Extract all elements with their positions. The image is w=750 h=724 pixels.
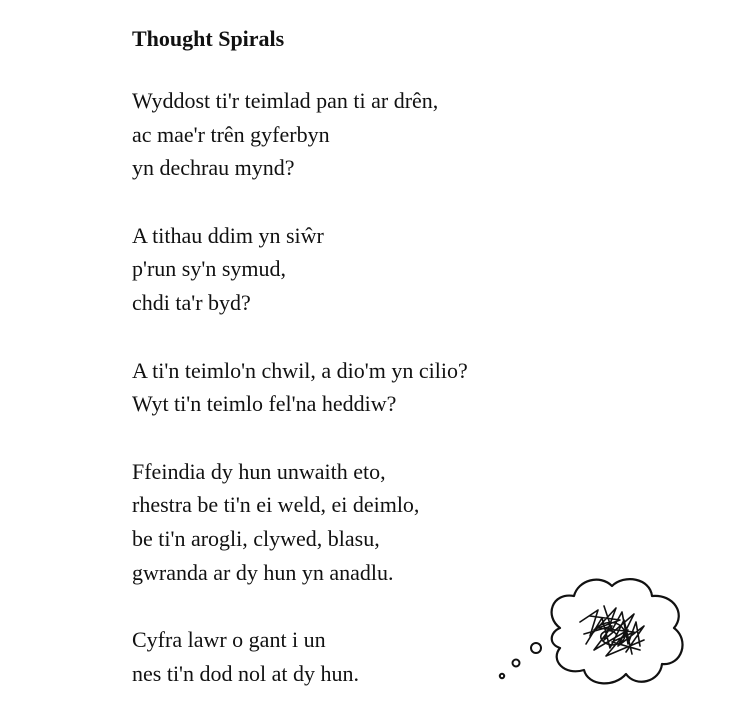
poem-line: rhestra be ti'n ei weld, ei deimlo,	[132, 492, 420, 518]
poem-line: nes ti'n dod nol at dy hun.	[132, 660, 360, 686]
poem-line: ac mae'r trên gyferbyn	[132, 121, 330, 147]
poem-line: yn dechrau mynd?	[132, 155, 295, 181]
poem-line: Wyt ti'n teimlo fel'na heddiw?	[132, 391, 397, 417]
thought-scribble	[580, 606, 644, 656]
stanza-5	[132, 623, 552, 690]
poem-line: Cyfra lawr o gant i un	[132, 627, 326, 653]
poem	[132, 24, 552, 724]
thought-bubble-scribble-icon	[494, 570, 694, 710]
stanza-3	[132, 354, 552, 421]
poem-line: A ti'n teimlo'n chwil, a dio'm yn cilio?	[132, 357, 468, 383]
poem-line: be ti'n arogli, clywed, blasu,	[132, 525, 380, 551]
thought-dot-small	[500, 674, 504, 678]
poem-line: gwranda ar dy hun yn anadlu.	[132, 559, 394, 585]
poem-line: Wyddost ti'r teimlad pan ti ar drên,	[132, 88, 439, 113]
stanza-1	[132, 84, 552, 185]
poem-line: A tithau ddim yn siŵr	[132, 222, 324, 248]
thought-cloud-outline	[552, 579, 683, 683]
thought-dot-large	[531, 643, 541, 653]
stanza-4	[132, 455, 552, 589]
poem-line: chdi ta'r byd?	[132, 289, 251, 315]
poem-line: p'run sy'n symud,	[132, 256, 286, 282]
poem-line: Ffeindia dy hun unwaith eto,	[132, 458, 386, 484]
poem-title: Thought Spirals	[132, 26, 285, 51]
thought-dot-medium	[513, 660, 520, 667]
stanza-2	[132, 219, 552, 320]
